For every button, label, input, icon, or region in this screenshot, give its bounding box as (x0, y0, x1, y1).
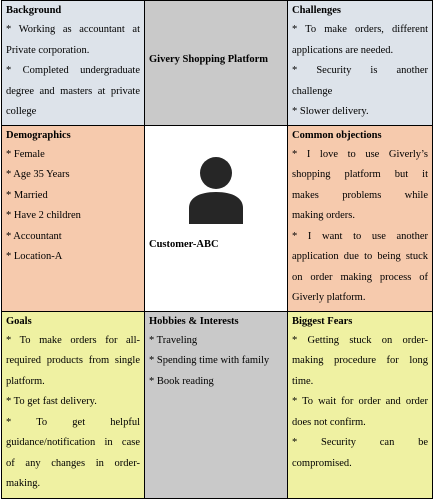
goals-line: * To get helpful (6, 416, 140, 428)
objections-line: Giverly platform. (292, 292, 366, 303)
objections-line: application due to being stuck (292, 251, 428, 262)
hobbies-item: * Book reading (149, 375, 214, 387)
fears-line: * To wait for order and order (292, 396, 428, 407)
customer-name: Customer-ABC (149, 238, 219, 250)
objections-line: * I love to use Giverly’s (292, 148, 428, 160)
hobbies-item: * Spending time with family (149, 355, 270, 366)
demographics-item: * Accountant (6, 230, 62, 242)
background-line: Private corporation. (6, 44, 90, 56)
goals-line: * To get fast delivery. (6, 396, 97, 407)
objections-cell (288, 125, 433, 311)
fears-line: * Security can be (292, 437, 428, 448)
demographics-item: * Age 35 Years (6, 169, 70, 180)
demographics-heading: Demographics (6, 129, 71, 141)
avatar (149, 128, 283, 227)
background-line: degree and masters at private (6, 85, 140, 97)
customer-cell (145, 125, 288, 311)
challenges-list (292, 20, 428, 123)
objections-line: on order making process of (292, 271, 428, 283)
goals-list (6, 331, 140, 495)
demographics-item: * Location-A (6, 251, 63, 262)
objections-heading: Common objections (292, 129, 382, 141)
challenges-cell (288, 1, 433, 126)
fears-cell (288, 311, 433, 498)
goals-line: required products from single (6, 355, 140, 366)
goals-line: of any changes in order- (6, 457, 140, 469)
user-silhouette-icon (187, 154, 245, 224)
challenges-line: challenge (292, 85, 333, 97)
persona-table (1, 0, 433, 499)
challenges-line: applications are needed. (292, 44, 394, 56)
background-line: * Working as accountant at (6, 24, 140, 35)
objections-line: * I want to use another (292, 230, 428, 242)
fears-line: time. (292, 375, 314, 387)
background-line: * Completed undergraduate (6, 65, 140, 76)
challenges-line: * Slower delivery. (292, 106, 369, 117)
hobbies-item: * Traveling (149, 334, 198, 346)
objections-list (292, 145, 428, 309)
hobbies-list (149, 331, 283, 393)
background-cell (2, 1, 145, 126)
goals-line: platform. (6, 375, 45, 387)
objections-line: shopping platform but it (292, 169, 428, 180)
fears-list (292, 331, 428, 475)
platform-cell (145, 1, 288, 126)
demographics-item: * Have 2 children (6, 210, 81, 221)
challenges-line: * To make orders, different (292, 24, 428, 35)
goals-line: making. (6, 478, 41, 489)
fears-heading: Biggest Fears (292, 315, 353, 327)
hobbies-cell (145, 311, 288, 498)
demographics-list (6, 145, 140, 268)
background-line: college (6, 106, 37, 117)
goals-heading: Goals (6, 315, 32, 327)
fears-line: compromised. (292, 457, 352, 469)
challenges-line: * Security is another (292, 65, 428, 76)
fears-line: making procedure for long (292, 355, 428, 366)
fears-line: does not confirm. (292, 416, 366, 428)
objections-line: makes problems while (292, 189, 428, 201)
demographics-item: * Married (6, 189, 48, 201)
background-list (6, 20, 140, 123)
demographics-item: * Female (6, 148, 45, 160)
demographics-cell (2, 125, 145, 311)
challenges-heading: Challenges (292, 5, 342, 16)
goals-line: guidance/notification in case (6, 437, 140, 448)
fears-line: * Getting stuck on order- (292, 334, 428, 346)
objections-line: making orders. (292, 210, 355, 221)
background-heading: Background (6, 5, 62, 16)
platform-title: Givery Shopping Platform (149, 54, 269, 66)
hobbies-heading: Hobbies & Interests (149, 315, 239, 327)
goals-cell (2, 311, 145, 498)
goals-line: * To make orders for all- (6, 334, 140, 346)
